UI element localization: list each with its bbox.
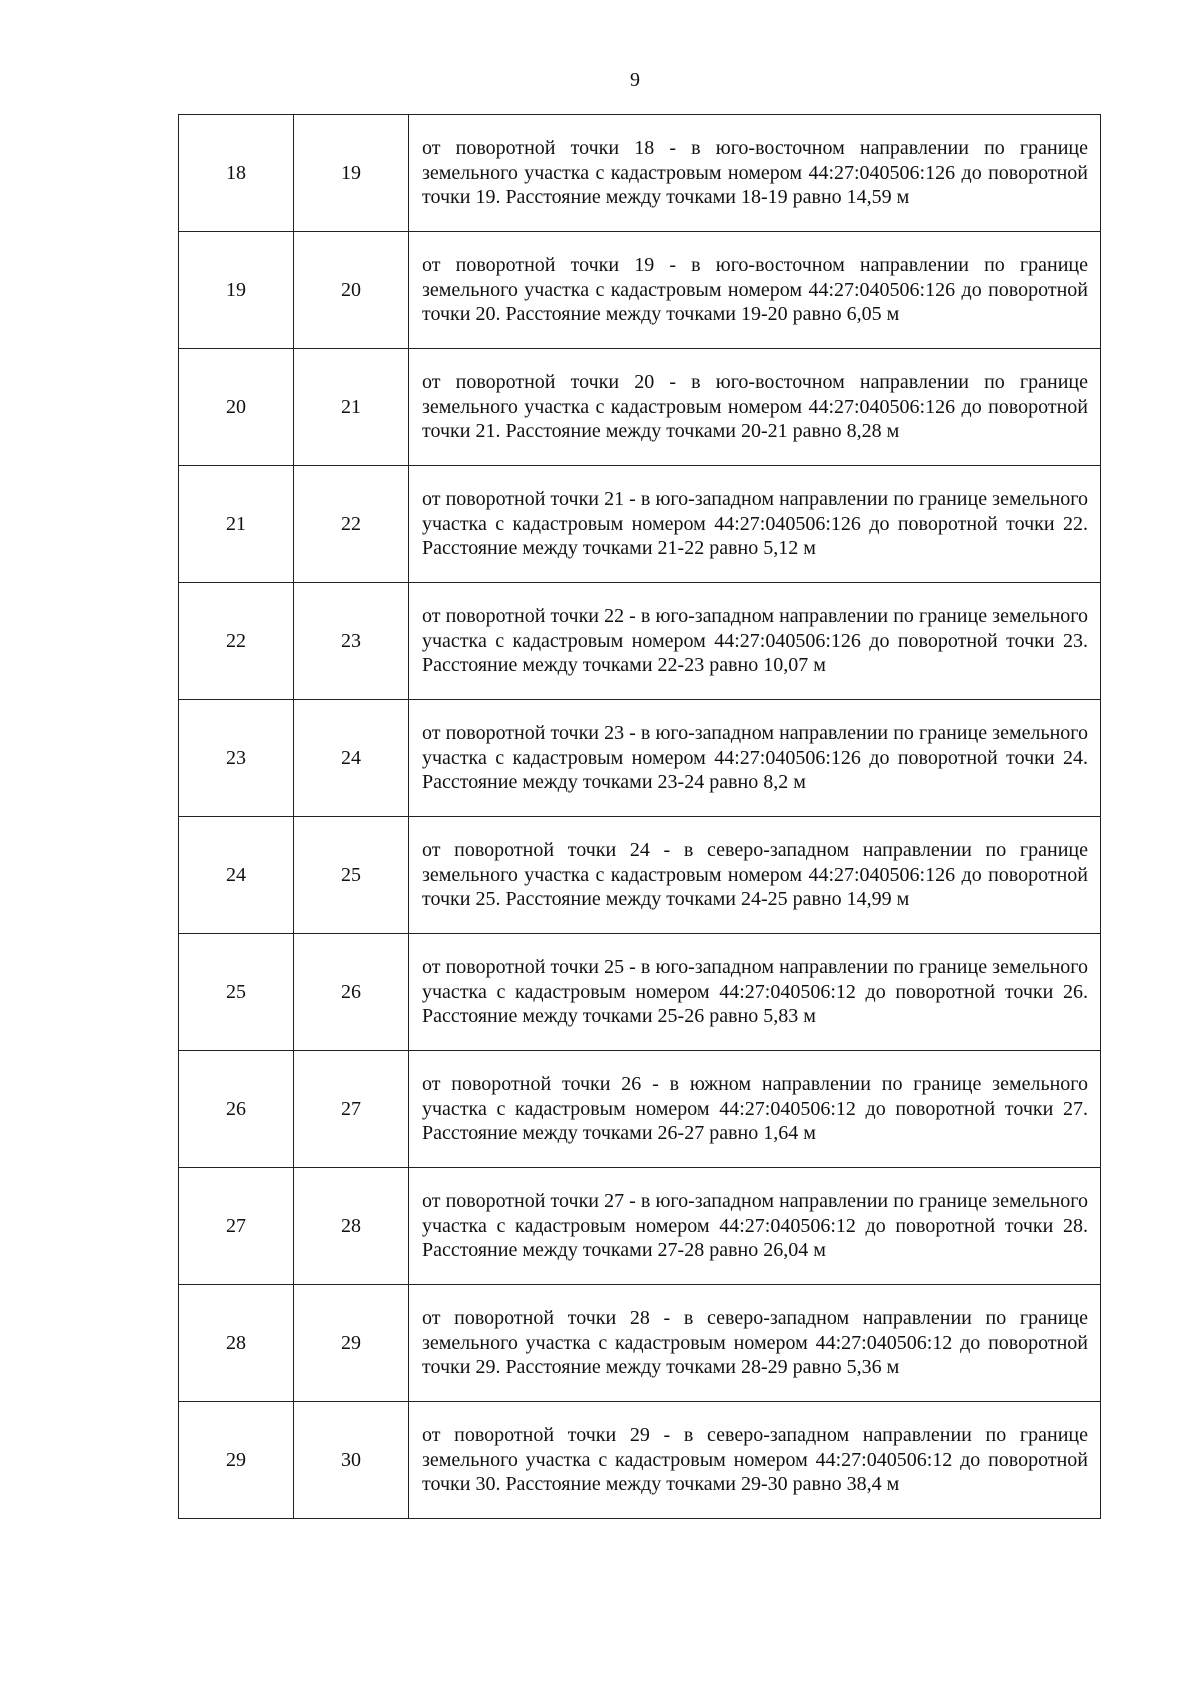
from-point: 26 bbox=[179, 1051, 294, 1168]
to-point: 30 bbox=[294, 1402, 409, 1519]
from-point: 21 bbox=[179, 466, 294, 583]
segment-description: от поворотной точки 20 - в юго-восточном направлении по границе земельного участка с кадастровым номером 44:27:040506:126 до поворотной точки 21. Расстояние между точками 20-21 равно 8,28 м bbox=[409, 349, 1101, 466]
from-point: 19 bbox=[179, 232, 294, 349]
to-point: 25 bbox=[294, 817, 409, 934]
segment-description: от поворотной точки 19 - в юго-восточном направлении по границе земельного участка с кадастровым номером 44:27:040506:126 до поворотной точки 20. Расстояние между точками 19-20 равно 6,05 м bbox=[409, 232, 1101, 349]
table-row bbox=[179, 700, 1101, 817]
to-point: 20 bbox=[294, 232, 409, 349]
segment-description: от поворотной точки 26 - в южном направлении по границе земельного участка с кадастровым номером 44:27:040506:12 до поворотной точки 27. Расстояние между точками 26-27 равно 1,64 м bbox=[409, 1051, 1101, 1168]
table-row bbox=[179, 349, 1101, 466]
from-point: 25 bbox=[179, 934, 294, 1051]
from-point: 24 bbox=[179, 817, 294, 934]
from-point: 27 bbox=[179, 1168, 294, 1285]
segment-description: от поворотной точки 24 - в северо-западном направлении по границе земельного участка с кадастровым номером 44:27:040506:126 до поворотной точки 25. Расстояние между точками 24-25 равно 14,99 м bbox=[409, 817, 1101, 934]
table-row bbox=[179, 1051, 1101, 1168]
boundary-table bbox=[178, 114, 1101, 1519]
to-point: 24 bbox=[294, 700, 409, 817]
from-point: 22 bbox=[179, 583, 294, 700]
to-point: 23 bbox=[294, 583, 409, 700]
to-point: 26 bbox=[294, 934, 409, 1051]
from-point: 20 bbox=[179, 349, 294, 466]
table-body bbox=[179, 115, 1101, 1519]
from-point: 18 bbox=[179, 115, 294, 232]
table-row bbox=[179, 466, 1101, 583]
segment-description: от поворотной точки 23 - в юго-западном направлении по границе земельного участка с кадастровым номером 44:27:040506:126 до поворотной точки 24. Расстояние между точками 23-24 равно 8,2 м bbox=[409, 700, 1101, 817]
segment-description: от поворотной точки 21 - в юго-западном направлении по границе земельного участка с кадастровым номером 44:27:040506:126 до поворотной точки 22. Расстояние между точками 21-22 равно 5,12 м bbox=[409, 466, 1101, 583]
to-point: 29 bbox=[294, 1285, 409, 1402]
to-point: 22 bbox=[294, 466, 409, 583]
segment-description: от поворотной точки 22 - в юго-западном направлении по границе земельного участка с кадастровым номером 44:27:040506:126 до поворотной точки 23. Расстояние между точками 22-23 равно 10,07 м bbox=[409, 583, 1101, 700]
from-point: 28 bbox=[179, 1285, 294, 1402]
segment-description: от поворотной точки 25 - в юго-западном направлении по границе земельного участка с кадастровым номером 44:27:040506:12 до поворотной точки 26. Расстояние между точками 25-26 равно 5,83 м bbox=[409, 934, 1101, 1051]
table-row bbox=[179, 817, 1101, 934]
table-row bbox=[179, 1168, 1101, 1285]
segment-description: от поворотной точки 29 - в северо-западном направлении по границе земельного участка с кадастровым номером 44:27:040506:12 до поворотной точки 30. Расстояние между точками 29-30 равно 38,4 м bbox=[409, 1402, 1101, 1519]
segment-description: от поворотной точки 27 - в юго-западном направлении по границе земельного участка с кадастровым номером 44:27:040506:12 до поворотной точки 28. Расстояние между точками 27-28 равно 26,04 м bbox=[409, 1168, 1101, 1285]
from-point: 29 bbox=[179, 1402, 294, 1519]
page-number: 9 bbox=[630, 69, 640, 91]
to-point: 19 bbox=[294, 115, 409, 232]
to-point: 27 bbox=[294, 1051, 409, 1168]
table-row bbox=[179, 232, 1101, 349]
table-row bbox=[179, 934, 1101, 1051]
table-row bbox=[179, 115, 1101, 232]
table-row bbox=[179, 583, 1101, 700]
table-row bbox=[179, 1402, 1101, 1519]
segment-description: от поворотной точки 18 - в юго-восточном направлении по границе земельного участка с кадастровым номером 44:27:040506:126 до поворотной точки 19. Расстояние между точками 18-19 равно 14,59 м bbox=[409, 115, 1101, 232]
to-point: 28 bbox=[294, 1168, 409, 1285]
from-point: 23 bbox=[179, 700, 294, 817]
to-point: 21 bbox=[294, 349, 409, 466]
segment-description: от поворотной точки 28 - в северо-западном направлении по границе земельного участка с кадастровым номером 44:27:040506:12 до поворотной точки 29. Расстояние между точками 28-29 равно 5,36 м bbox=[409, 1285, 1101, 1402]
table-row bbox=[179, 1285, 1101, 1402]
